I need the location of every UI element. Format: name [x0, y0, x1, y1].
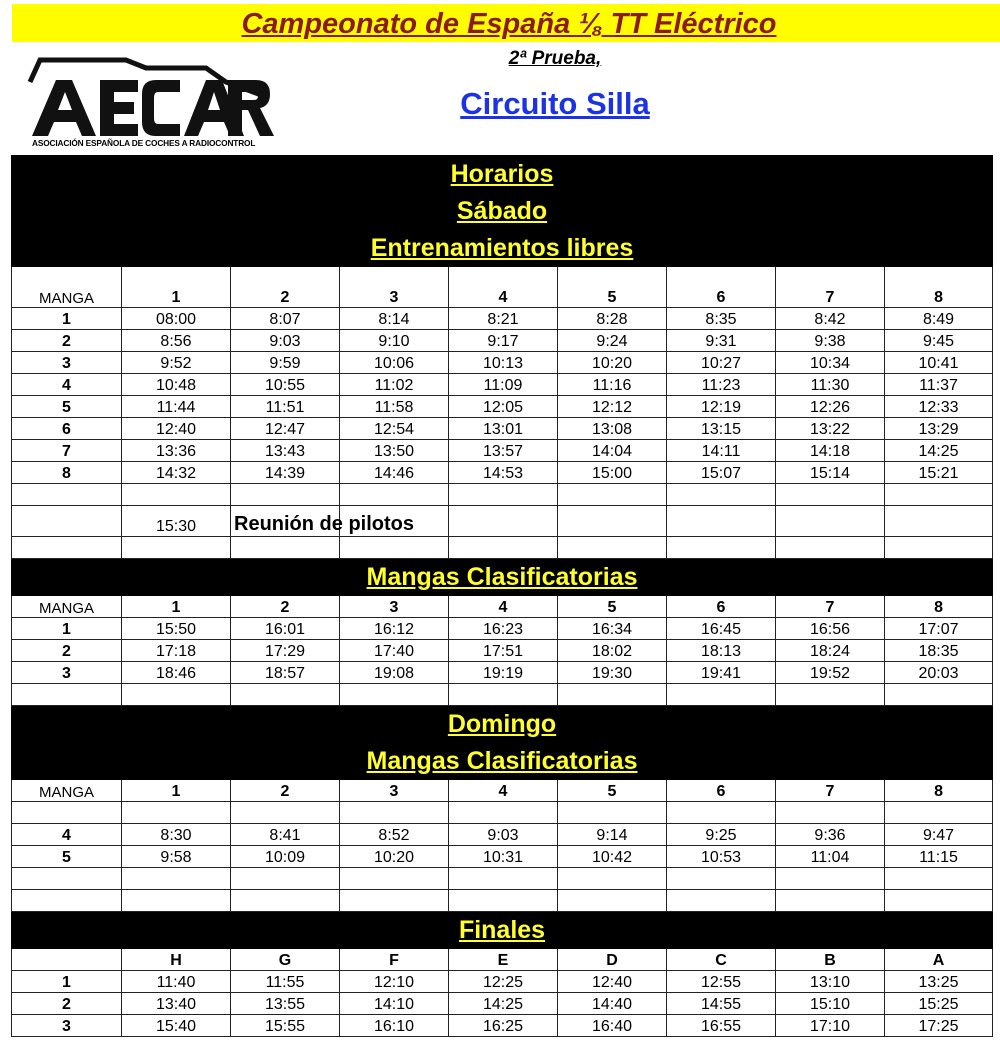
- table-row: [12, 1015, 993, 1037]
- time-cell: 9:03: [449, 824, 558, 846]
- time-cell: 14:25: [449, 993, 558, 1015]
- section-domingo: Domingo: [12, 706, 993, 743]
- empty-cell: [449, 484, 558, 506]
- table-row: [12, 352, 993, 374]
- empty-cell: [667, 890, 776, 912]
- time-cell: 10:20: [340, 846, 449, 868]
- time-cell: 16:01: [231, 618, 340, 640]
- time-cell: 13:01: [449, 418, 558, 440]
- empty-cell: [12, 890, 122, 912]
- empty-cell: [12, 506, 122, 537]
- header-row: [12, 780, 993, 802]
- empty-cell: [885, 537, 993, 559]
- empty-cell: [231, 684, 340, 706]
- section-horarios: Horarios: [12, 156, 993, 193]
- empty-cell: [776, 684, 885, 706]
- time-cell: 14:32: [122, 462, 231, 484]
- time-cell: 17:29: [231, 640, 340, 662]
- empty-cell: [885, 684, 993, 706]
- time-cell: 17:40: [340, 640, 449, 662]
- time-cell: 12:54: [340, 418, 449, 440]
- time-cell: 11:30: [776, 374, 885, 396]
- time-cell: 11:04: [776, 846, 885, 868]
- empty-cell: [231, 890, 340, 912]
- time-cell: 15:10: [776, 993, 885, 1015]
- logo-caption: ASOCIACIÓN ESPAÑOLA DE COCHES A RADIOCONTROL: [32, 138, 256, 148]
- row-label: 5: [12, 396, 122, 418]
- time-cell: 13:29: [885, 418, 993, 440]
- time-cell: 9:38: [776, 330, 885, 352]
- empty-cell: [885, 802, 993, 824]
- column-header: 6: [667, 596, 776, 618]
- time-cell: 14:11: [667, 440, 776, 462]
- empty-cell: [885, 868, 993, 890]
- time-cell: 14:04: [558, 440, 667, 462]
- table-row: [12, 971, 993, 993]
- time-cell: 16:40: [558, 1015, 667, 1037]
- table-row: [12, 396, 993, 418]
- column-header: 3: [340, 780, 449, 802]
- time-cell: 10:13: [449, 352, 558, 374]
- empty-cell: [340, 802, 449, 824]
- row-label: 3: [12, 662, 122, 684]
- empty-cell: [12, 684, 122, 706]
- table-row: [12, 308, 993, 330]
- time-cell: 17:51: [449, 640, 558, 662]
- section-entrenamientos: Entrenamientos libres: [12, 230, 993, 267]
- time-cell: 9:47: [885, 824, 993, 846]
- column-header: 7: [776, 780, 885, 802]
- time-cell: 12:19: [667, 396, 776, 418]
- empty-cell: [122, 684, 231, 706]
- title-bar: [12, 4, 1000, 42]
- column-header: 4: [449, 267, 558, 308]
- column-header: 8: [885, 596, 993, 618]
- empty-cell: [667, 802, 776, 824]
- table-row: [12, 618, 993, 640]
- time-cell: 16:23: [449, 618, 558, 640]
- column-header: 4: [449, 596, 558, 618]
- time-cell: 12:10: [340, 971, 449, 993]
- time-cell: 10:41: [885, 352, 993, 374]
- empty-cell: [231, 484, 340, 506]
- empty-cell: [12, 537, 122, 559]
- empty-row: [12, 890, 993, 912]
- row-label: 6: [12, 418, 122, 440]
- time-cell: 8:41: [231, 824, 340, 846]
- time-cell: 17:10: [776, 1015, 885, 1037]
- time-cell: 16:55: [667, 1015, 776, 1037]
- time-cell: 10:27: [667, 352, 776, 374]
- time-cell: 16:56: [776, 618, 885, 640]
- table-row: [12, 374, 993, 396]
- empty-cell: [885, 506, 993, 537]
- empty-cell: [776, 484, 885, 506]
- table-row: [12, 440, 993, 462]
- time-cell: 9:59: [231, 352, 340, 374]
- page-title: Campeonato de España ⅛ TT Eléctrico: [241, 8, 777, 40]
- empty-cell: [558, 684, 667, 706]
- column-header: 8: [885, 267, 993, 308]
- time-cell: 8:35: [667, 308, 776, 330]
- manga-header: MANGA: [12, 267, 122, 308]
- empty-row: [12, 484, 993, 506]
- time-cell: 10:53: [667, 846, 776, 868]
- manga-header: [12, 949, 122, 971]
- time-cell: 11:58: [340, 396, 449, 418]
- empty-cell: [558, 537, 667, 559]
- table-row: [12, 993, 993, 1015]
- time-cell: 10:55: [231, 374, 340, 396]
- table-row: [12, 640, 993, 662]
- time-cell: 12:55: [667, 971, 776, 993]
- time-cell: 15:14: [776, 462, 885, 484]
- time-cell: 19:30: [558, 662, 667, 684]
- row-label: 2: [12, 640, 122, 662]
- time-cell: 16:10: [340, 1015, 449, 1037]
- empty-cell: [449, 802, 558, 824]
- time-cell: 15:00: [558, 462, 667, 484]
- column-header: 5: [558, 596, 667, 618]
- time-cell: 13:25: [885, 971, 993, 993]
- empty-cell: [12, 868, 122, 890]
- time-cell: 9:17: [449, 330, 558, 352]
- section-sabado: Sábado: [12, 193, 993, 230]
- empty-cell: [122, 890, 231, 912]
- time-cell: 13:22: [776, 418, 885, 440]
- time-cell: 14:53: [449, 462, 558, 484]
- time-cell: 9:52: [122, 352, 231, 374]
- time-cell: 12:25: [449, 971, 558, 993]
- empty-cell: [122, 802, 231, 824]
- empty-row: [12, 802, 993, 824]
- event-subtitle: 2ª Prueba,: [508, 48, 602, 69]
- empty-cell: [667, 506, 776, 537]
- column-header: A: [885, 949, 993, 971]
- time-cell: 13:15: [667, 418, 776, 440]
- header-row: [12, 949, 993, 971]
- column-header: F: [340, 949, 449, 971]
- time-cell: 10:31: [449, 846, 558, 868]
- time-cell: 17:25: [885, 1015, 993, 1037]
- empty-cell: [558, 868, 667, 890]
- row-label: 1: [12, 618, 122, 640]
- empty-cell: [667, 868, 776, 890]
- column-header: 1: [122, 596, 231, 618]
- schedule-table: [11, 155, 993, 1037]
- time-cell: 15:40: [122, 1015, 231, 1037]
- finals-table: [12, 949, 993, 1037]
- quali-sun-table: [12, 780, 993, 912]
- time-cell: 10:34: [776, 352, 885, 374]
- time-cell: 12:47: [231, 418, 340, 440]
- time-cell: 9:03: [231, 330, 340, 352]
- empty-cell: [449, 868, 558, 890]
- column-header: C: [667, 949, 776, 971]
- empty-cell: [340, 684, 449, 706]
- table-row: [12, 462, 993, 484]
- time-cell: 11:44: [122, 396, 231, 418]
- time-cell: 9:36: [776, 824, 885, 846]
- time-cell: 11:37: [885, 374, 993, 396]
- time-cell: 13:55: [231, 993, 340, 1015]
- empty-cell: [776, 537, 885, 559]
- column-header: G: [231, 949, 340, 971]
- empty-cell: [231, 802, 340, 824]
- column-header: 4: [449, 780, 558, 802]
- column-header: 1: [122, 267, 231, 308]
- time-cell: 9:25: [667, 824, 776, 846]
- table-row: [12, 662, 993, 684]
- empty-cell: [340, 890, 449, 912]
- time-cell: 14:39: [231, 462, 340, 484]
- meeting-label: Reunión de pilotos: [231, 506, 340, 537]
- empty-cell: [122, 868, 231, 890]
- column-header: 5: [558, 267, 667, 308]
- time-cell: 18:13: [667, 640, 776, 662]
- section-finales: Finales: [12, 912, 993, 949]
- time-cell: 19:52: [776, 662, 885, 684]
- table-row: [12, 418, 993, 440]
- empty-cell: [340, 537, 449, 559]
- column-header: 2: [231, 596, 340, 618]
- empty-cell: [449, 537, 558, 559]
- time-cell: 8:52: [340, 824, 449, 846]
- time-cell: 12:26: [776, 396, 885, 418]
- time-cell: 9:31: [667, 330, 776, 352]
- time-cell: 12:40: [558, 971, 667, 993]
- time-cell: 8:56: [122, 330, 231, 352]
- column-header: B: [776, 949, 885, 971]
- row-label: 3: [12, 352, 122, 374]
- column-header: H: [122, 949, 231, 971]
- column-header: 5: [558, 780, 667, 802]
- empty-cell: [776, 802, 885, 824]
- empty-cell: [122, 484, 231, 506]
- row-label: 2: [12, 330, 122, 352]
- column-header: 7: [776, 596, 885, 618]
- column-header: D: [558, 949, 667, 971]
- time-cell: 12:33: [885, 396, 993, 418]
- column-header: 7: [776, 267, 885, 308]
- empty-cell: [776, 890, 885, 912]
- column-header: 8: [885, 780, 993, 802]
- time-cell: 9:58: [122, 846, 231, 868]
- manga-header: MANGA: [12, 596, 122, 618]
- row-label: 3: [12, 1015, 122, 1037]
- time-cell: 13:43: [231, 440, 340, 462]
- column-header: 1: [122, 780, 231, 802]
- time-cell: 12:40: [122, 418, 231, 440]
- column-header: 3: [340, 596, 449, 618]
- circuit-link[interactable]: Circuito Silla: [460, 86, 650, 121]
- time-cell: 13:10: [776, 971, 885, 993]
- column-header: 6: [667, 780, 776, 802]
- empty-cell: [122, 537, 231, 559]
- empty-cell: [340, 484, 449, 506]
- empty-row: [12, 684, 993, 706]
- empty-cell: [558, 802, 667, 824]
- empty-cell: [231, 537, 340, 559]
- time-cell: 20:03: [885, 662, 993, 684]
- time-cell: 14:10: [340, 993, 449, 1015]
- meeting-row: [12, 506, 993, 537]
- time-cell: 13:08: [558, 418, 667, 440]
- table-row: [12, 824, 993, 846]
- time-cell: 11:51: [231, 396, 340, 418]
- meeting-time: 15:30: [122, 506, 231, 537]
- row-label: 4: [12, 824, 122, 846]
- row-label: 2: [12, 993, 122, 1015]
- empty-cell: [558, 890, 667, 912]
- time-cell: 19:41: [667, 662, 776, 684]
- empty-cell: [12, 484, 122, 506]
- empty-cell: [231, 868, 340, 890]
- time-cell: 9:45: [885, 330, 993, 352]
- time-cell: 13:50: [340, 440, 449, 462]
- column-header: 2: [231, 267, 340, 308]
- empty-row: [12, 868, 993, 890]
- time-cell: 12:12: [558, 396, 667, 418]
- time-cell: 13:40: [122, 993, 231, 1015]
- time-cell: 13:57: [449, 440, 558, 462]
- time-cell: 15:50: [122, 618, 231, 640]
- time-cell: 11:23: [667, 374, 776, 396]
- time-cell: 18:24: [776, 640, 885, 662]
- time-cell: 8:21: [449, 308, 558, 330]
- empty-cell: [776, 506, 885, 537]
- time-cell: 14:55: [667, 993, 776, 1015]
- section-mangas-sabado: Mangas Clasificatorias: [12, 559, 993, 596]
- time-cell: 15:07: [667, 462, 776, 484]
- time-cell: 10:06: [340, 352, 449, 374]
- time-cell: 17:07: [885, 618, 993, 640]
- column-header: E: [449, 949, 558, 971]
- time-cell: 16:45: [667, 618, 776, 640]
- time-cell: 15:55: [231, 1015, 340, 1037]
- time-cell: 18:02: [558, 640, 667, 662]
- empty-cell: [449, 890, 558, 912]
- time-cell: 8:28: [558, 308, 667, 330]
- header-row: [12, 267, 993, 308]
- time-cell: 8:49: [885, 308, 993, 330]
- manga-header: MANGA: [12, 780, 122, 802]
- row-label: 1: [12, 308, 122, 330]
- row-label: 7: [12, 440, 122, 462]
- time-cell: 12:05: [449, 396, 558, 418]
- time-cell: 08:00: [122, 308, 231, 330]
- column-header: 2: [231, 780, 340, 802]
- time-cell: 17:18: [122, 640, 231, 662]
- time-cell: 8:30: [122, 824, 231, 846]
- time-cell: 15:25: [885, 993, 993, 1015]
- time-cell: 13:36: [122, 440, 231, 462]
- time-cell: 16:12: [340, 618, 449, 640]
- time-cell: 8:14: [340, 308, 449, 330]
- time-cell: 18:46: [122, 662, 231, 684]
- time-cell: 10:48: [122, 374, 231, 396]
- time-cell: 11:40: [122, 971, 231, 993]
- empty-row: [12, 537, 993, 559]
- time-cell: 8:07: [231, 308, 340, 330]
- empty-cell: [667, 484, 776, 506]
- column-header: 3: [340, 267, 449, 308]
- time-cell: 14:40: [558, 993, 667, 1015]
- time-cell: 14:46: [340, 462, 449, 484]
- time-cell: 18:57: [231, 662, 340, 684]
- time-cell: 9:10: [340, 330, 449, 352]
- time-cell: 11:02: [340, 374, 449, 396]
- empty-cell: [885, 890, 993, 912]
- column-header: 6: [667, 267, 776, 308]
- practice-table: [12, 267, 993, 559]
- time-cell: 8:42: [776, 308, 885, 330]
- time-cell: 10:42: [558, 846, 667, 868]
- table-row: [12, 846, 993, 868]
- time-cell: 9:14: [558, 824, 667, 846]
- quali-sat-table: [12, 596, 993, 706]
- row-label: 5: [12, 846, 122, 868]
- time-cell: 15:21: [885, 462, 993, 484]
- time-cell: 11:55: [231, 971, 340, 993]
- time-cell: 10:09: [231, 846, 340, 868]
- empty-cell: [12, 802, 122, 824]
- time-cell: 11:09: [449, 374, 558, 396]
- empty-cell: [558, 506, 667, 537]
- time-cell: 9:24: [558, 330, 667, 352]
- row-label: 4: [12, 374, 122, 396]
- section-mangas-domingo: Mangas Clasificatorias: [12, 743, 993, 780]
- empty-cell: [776, 868, 885, 890]
- empty-cell: [449, 506, 558, 537]
- header-row: [12, 596, 993, 618]
- time-cell: 16:34: [558, 618, 667, 640]
- empty-cell: [449, 684, 558, 706]
- time-cell: 10:20: [558, 352, 667, 374]
- time-cell: 18:35: [885, 640, 993, 662]
- time-cell: 19:08: [340, 662, 449, 684]
- time-cell: 11:16: [558, 374, 667, 396]
- row-label: 1: [12, 971, 122, 993]
- empty-cell: [340, 868, 449, 890]
- time-cell: 16:25: [449, 1015, 558, 1037]
- time-cell: 11:15: [885, 846, 993, 868]
- empty-cell: [667, 684, 776, 706]
- time-cell: 14:25: [885, 440, 993, 462]
- empty-cell: [885, 484, 993, 506]
- empty-cell: [667, 537, 776, 559]
- table-row: [12, 330, 993, 352]
- time-cell: 14:18: [776, 440, 885, 462]
- row-label: 8: [12, 462, 122, 484]
- time-cell: 19:19: [449, 662, 558, 684]
- empty-cell: [558, 484, 667, 506]
